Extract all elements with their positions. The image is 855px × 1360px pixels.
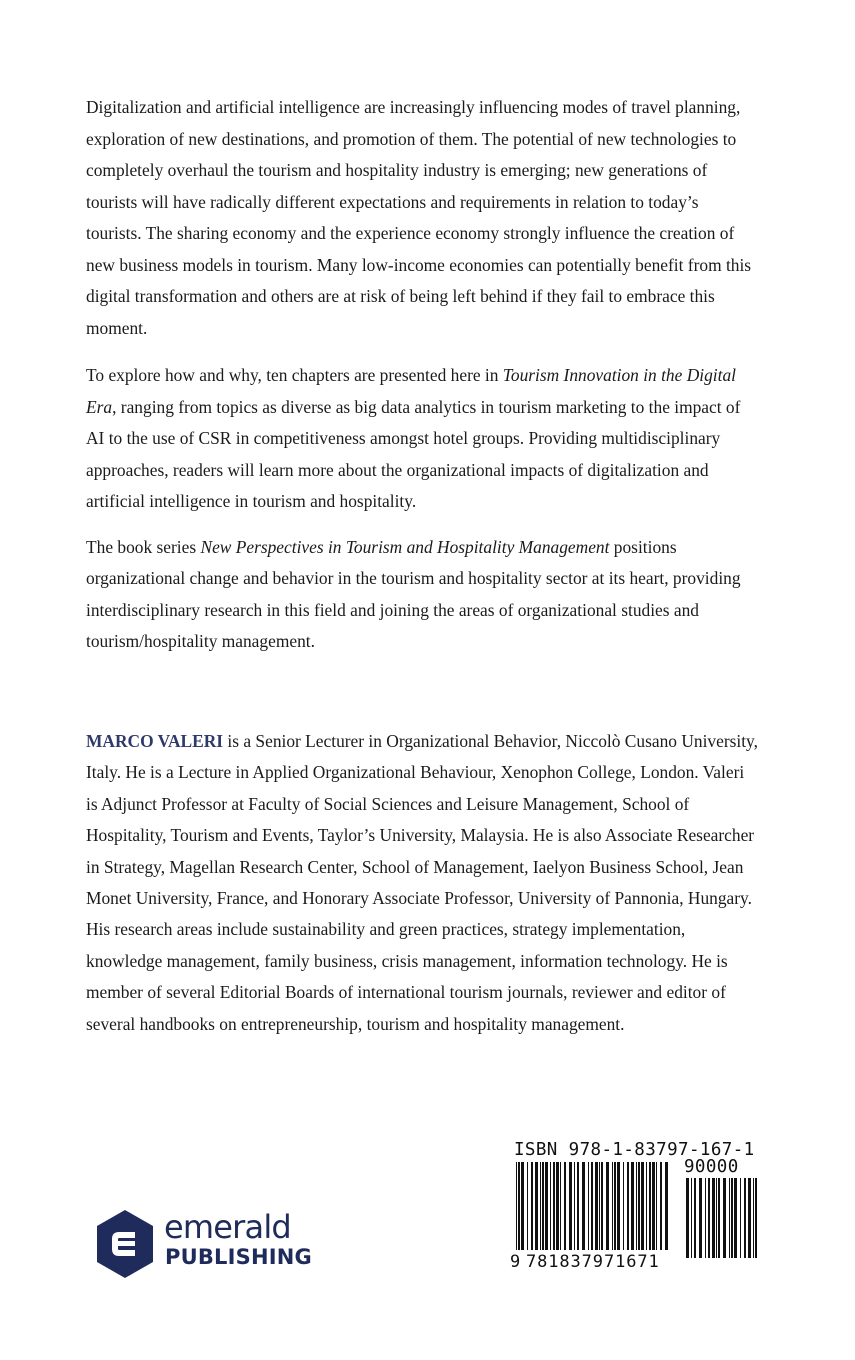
logo-wordmark-emerald: emerald: [164, 1208, 291, 1246]
isbn-label: ISBN 978-1-83797-167-1: [514, 1140, 755, 1160]
blurb-paragraph-3-rest: positions organizational change and behavior in the tourism and hospitality sector at its heart, providing interdisciplinary research in this field and joining the areas of organizational studies and tourism/hospitality management.: [86, 536, 741, 651]
author-bio: [86, 726, 758, 1040]
blurb-paragraph-1: Digitalization and artificial intelligence are increasingly influencing modes of travel planning, exploration of new destinations, and promotion of them. The potential of new technologies to completely overhaul the tourism and hospitality industry is emerging; new generations of tourists will have radically different expectations and requirements in relation to today’s tourists. The sharing economy and the experience economy strongly influence the creation of new business models in tourism. Many low-income economies can potentially benefit from this digital transformation and others are at risk of being left behind if they fail to embrace this moment.: [86, 97, 752, 338]
price-code-label: 90000: [684, 1157, 739, 1177]
isbn-barcode: [510, 1140, 762, 1275]
series-title: New Perspectives in Tourism and Hospitality Management: [200, 536, 610, 557]
logo-wordmark-publishing: PUBLISHING: [165, 1245, 312, 1269]
book-title: Tourism Innovation in the Digital Era: [86, 365, 736, 417]
blurb-paragraph-2-lead: To explore how and why, ten chapters are presented here in: [86, 365, 503, 385]
emerald-logo-icon: [95, 1208, 155, 1280]
book-blurb: [86, 92, 758, 674]
author-bio-text: [86, 726, 758, 1040]
blurb-paragraph-3-lead: The book series: [86, 536, 201, 557]
blurb-paragraph-2-rest: , ranging from topics as diverse as big data analytics in tourism marketing to the impact of AI to the use of CSR in competitiveness amongst hotel groups. Providing multidisciplinary approaches, readers will learn more about the organizational impacts of digitalization and artificial intelligence in tourism and hospitality.: [86, 396, 741, 511]
blurb-paragraph-3: [86, 532, 758, 658]
author-bio-body: is a Senior Lecturer in Organizational Behavior, Niccolò Cusano University, Italy. He is a Lecture in Applied Organizational Behaviour, Xenophon College, London. Valeri is Adjunct Professor at Faculty of Social Sciences and Leisure Management, School of Hospitality, Tourism and Events, Taylor’s University, Malaysia. He is also Associate Researcher in Strategy, Magellan Research Center, School of Management, Iaelyon Business School, Jean Monet University, France, and Honorary Associate Professor, University of Pannonia, Hungary. His research areas include sustainability and green practices, strategy implementation, knowledge management, family business, crisis management, information technology. He is member of several Editorial Boards of international tourism journals, reviewer and editor of several handbooks on entrepreneurship, tourism and hospitality management.: [86, 731, 758, 1034]
blurb-paragraph-2: [86, 360, 758, 518]
barcode-first-digit: 9: [510, 1252, 521, 1272]
barcode-number: 781837971671: [526, 1252, 660, 1272]
barcode-digits: [510, 1252, 660, 1272]
author-name: MARCO VALERI: [86, 731, 224, 751]
emerald-publishing-logo: [95, 1208, 325, 1288]
